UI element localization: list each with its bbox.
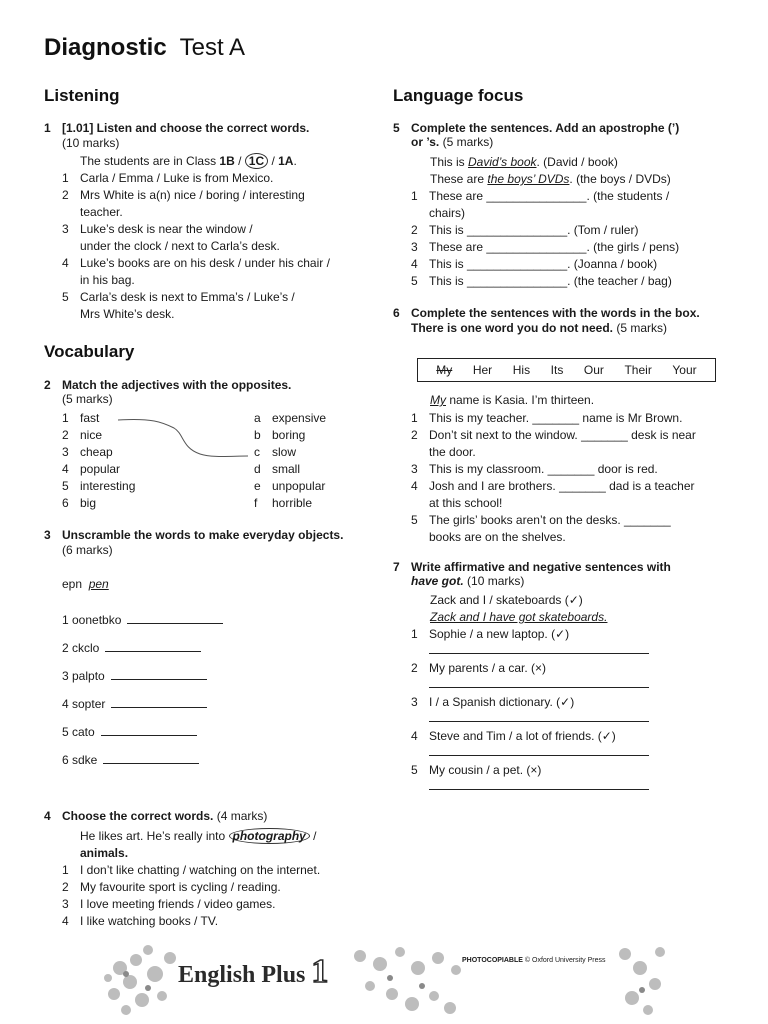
q2-adjective-text: popular bbox=[80, 462, 121, 476]
q3-scrambled-word: 1 oonetbko bbox=[62, 613, 122, 627]
q1-item-text: Mrs White’s desk. bbox=[80, 307, 175, 321]
q2-opposite-number: e bbox=[254, 479, 261, 493]
q1-item bbox=[62, 239, 330, 256]
q7-item-number: 4 bbox=[411, 729, 418, 743]
q1-item-text: Luke’s desk is near the window / bbox=[80, 222, 253, 236]
language-focus-heading: Language focus bbox=[393, 86, 524, 105]
q7-item bbox=[411, 763, 649, 797]
q6-prompt: 6 Complete the sentences with the words in the box. bbox=[393, 306, 700, 320]
q4-items bbox=[62, 863, 320, 931]
q3-item bbox=[62, 640, 223, 668]
title-rest: Test A bbox=[179, 34, 245, 61]
q3-answer-blank[interactable] bbox=[105, 640, 201, 652]
q2-opposite-number: b bbox=[254, 428, 261, 442]
q2-adjective-number: 3 bbox=[62, 445, 69, 459]
q2-adjective bbox=[62, 479, 135, 496]
q2-adjective-number: 4 bbox=[62, 462, 69, 476]
q5-items bbox=[411, 189, 679, 291]
q1-item bbox=[62, 205, 330, 222]
q7-item bbox=[411, 695, 649, 729]
q3-scrambled-word: 4 sopter bbox=[62, 697, 106, 711]
q4-item-number: 2 bbox=[62, 880, 69, 894]
q1-items bbox=[62, 171, 330, 324]
q1-item-text: under the clock / next to Carla’s desk. bbox=[80, 239, 280, 253]
q5-item bbox=[411, 206, 679, 223]
q6-item-text: This is my classroom. _______ door is red. bbox=[429, 462, 658, 476]
q3-answer-blank[interactable] bbox=[127, 612, 223, 624]
q3-item bbox=[62, 752, 223, 780]
q1-item-number: 1 bbox=[62, 171, 69, 185]
q1-item bbox=[62, 222, 330, 239]
q7-answer-line[interactable] bbox=[429, 642, 649, 654]
q7-item bbox=[411, 661, 649, 695]
q4-item-text: I love meeting friends / video games. bbox=[80, 897, 276, 911]
q5-item-text: These are _______________. (the girls / pens) bbox=[429, 240, 680, 254]
q2-adjective-text: nice bbox=[80, 428, 103, 442]
q7-prompt2: have got. (10 marks) bbox=[411, 574, 525, 588]
q1-item-text: Carla’s desk is next to Emma’s / Luke’s / bbox=[80, 290, 295, 304]
q5-item-text: chairs) bbox=[429, 206, 466, 220]
q4-prompt: 4 Choose the correct words. (4 marks) bbox=[44, 809, 268, 823]
q2-adjective-number: 1 bbox=[62, 411, 69, 425]
q6-item-text: Josh and I are brothers. _______ dad is a teacher bbox=[429, 479, 695, 493]
q6-item bbox=[411, 462, 696, 479]
q4-item-text: I don’t like chatting / watching on the internet. bbox=[80, 863, 321, 877]
listening-heading: Listening bbox=[44, 86, 120, 105]
q6-item bbox=[411, 530, 696, 547]
q2-adjective-text: interesting bbox=[80, 479, 136, 493]
q5-item bbox=[411, 223, 679, 240]
q6-item bbox=[411, 496, 696, 513]
q6-box-word: Its bbox=[550, 363, 564, 377]
q4-item-text: I like watching books / TV. bbox=[80, 914, 219, 928]
q7-item-number: 3 bbox=[411, 695, 418, 709]
q4-example-b: animals. bbox=[80, 846, 129, 860]
q1-item-text: Carla / Emma / Luke is from Mexico. bbox=[80, 171, 274, 185]
q5-prompt2: or ’s. (5 marks) bbox=[411, 135, 494, 149]
q7-answer-line[interactable] bbox=[429, 778, 649, 790]
q5-prompt: 5 Complete the sentences. Add an apostrophe (’) bbox=[393, 121, 680, 135]
q5-item-number: 1 bbox=[411, 189, 418, 203]
q7-item-number: 1 bbox=[411, 627, 418, 641]
q6-example: My name is Kasia. I’m thirteen. bbox=[430, 393, 595, 407]
q2-opposite-text: boring bbox=[272, 428, 306, 442]
q5-item-number: 5 bbox=[411, 274, 418, 288]
q2-opposite bbox=[254, 445, 326, 462]
q2-adjective bbox=[62, 496, 135, 513]
q6-item-text: at this school! bbox=[429, 496, 503, 510]
q2-opposite bbox=[254, 428, 326, 445]
q3-item bbox=[62, 612, 223, 640]
q6-item-text: This is my teacher. _______ name is Mr Brown. bbox=[429, 411, 683, 425]
q1-example: The students are in Class 1B / 1C / 1A. bbox=[80, 154, 297, 168]
q2-opposite bbox=[254, 411, 326, 428]
q6-item-number: 5 bbox=[411, 513, 418, 527]
q2-marks: (5 marks) bbox=[62, 392, 113, 406]
q2-opposite bbox=[254, 462, 326, 479]
q3-answer-blank[interactable] bbox=[111, 668, 207, 680]
q2-opposite bbox=[254, 479, 326, 496]
q5-item bbox=[411, 240, 679, 257]
q6-item bbox=[411, 513, 696, 530]
q7-example-answer: Zack and I have got skateboards. bbox=[430, 610, 608, 624]
q5-example-1: This is David’s book. (David / book) bbox=[430, 155, 618, 169]
q1-item-text: Luke’s books are on his desk / under his chair / bbox=[80, 256, 330, 270]
q2-opposite-text: expensive bbox=[272, 411, 327, 425]
q2-adjective-text: big bbox=[80, 496, 97, 510]
q1-item-text: teacher. bbox=[80, 205, 123, 219]
q4-item-text: My favourite sport is cycling / reading. bbox=[80, 880, 281, 894]
q3-marks: (6 marks) bbox=[62, 543, 113, 557]
q7-prompt: 7 Write affirmative and negative sentences with bbox=[393, 560, 671, 574]
page-title bbox=[44, 34, 245, 62]
q1-item-text: in his bag. bbox=[80, 273, 135, 287]
q5-item bbox=[411, 257, 679, 274]
q2-adjective-number: 6 bbox=[62, 496, 69, 510]
footer-brand: English Plus 1 bbox=[178, 953, 329, 990]
q5-item bbox=[411, 274, 679, 291]
q7-answer-line[interactable] bbox=[429, 744, 649, 756]
q6-item-number: 2 bbox=[411, 428, 418, 442]
q5-item-text: This is _______________. (Joanna / book) bbox=[429, 257, 658, 271]
q2-opposite-number: d bbox=[254, 462, 261, 476]
q1-item bbox=[62, 256, 330, 273]
q4-item bbox=[62, 897, 320, 914]
q6-items bbox=[411, 411, 696, 547]
q1-item-number: 2 bbox=[62, 188, 69, 202]
q6-item-number: 3 bbox=[411, 462, 418, 476]
q7-item-number: 5 bbox=[411, 763, 418, 777]
q7-item bbox=[411, 729, 649, 763]
q1-item bbox=[62, 290, 330, 307]
q7-answer-line[interactable] bbox=[429, 710, 649, 722]
q6-item bbox=[411, 445, 696, 462]
q4-item bbox=[62, 863, 320, 880]
q6-item-text: books are on the shelves. bbox=[429, 530, 566, 544]
q4-example: He likes art. He’s really into photography / bbox=[80, 829, 317, 843]
q6-box-word: Their bbox=[624, 363, 652, 377]
q4-item bbox=[62, 880, 320, 897]
q7-item-text: Sophie / a new laptop. (✓) bbox=[429, 627, 570, 641]
q2-adjective-text: fast bbox=[80, 411, 100, 425]
q1-item-text: Mrs White is a(n) nice / boring / interesting bbox=[80, 188, 305, 202]
q2-opposite bbox=[254, 496, 326, 513]
q1-prompt: 1 [1.01] Listen and choose the correct words. bbox=[44, 121, 310, 135]
q5-example-2: These are the boys’ DVDs. (the boys / DVDs) bbox=[430, 172, 671, 186]
q7-items bbox=[411, 627, 649, 797]
q6-item-text: Don’t sit next to the window. _______ desk is near bbox=[429, 428, 696, 442]
q3-item bbox=[62, 724, 223, 752]
q3-scrambled-word: 3 palpto bbox=[62, 669, 105, 683]
q3-scrambled-word: 2 ckclo bbox=[62, 641, 100, 655]
q3-items bbox=[62, 612, 223, 780]
q2-opposite-text: slow bbox=[272, 445, 297, 459]
q4-item-number: 1 bbox=[62, 863, 69, 877]
q1-item-number: 4 bbox=[62, 256, 69, 270]
q6-item bbox=[411, 428, 696, 445]
q3-answer-blank[interactable] bbox=[111, 696, 207, 708]
q7-item-text: My parents / a car. (×) bbox=[429, 661, 547, 675]
q4-item-number: 4 bbox=[62, 914, 69, 928]
q3-answer-blank[interactable] bbox=[103, 752, 199, 764]
q6-item bbox=[411, 411, 696, 428]
title-bold: Diagnostic bbox=[44, 34, 167, 61]
q1-marks: (10 marks) bbox=[62, 136, 120, 150]
q1-item bbox=[62, 273, 330, 290]
q1-item-number: 3 bbox=[62, 222, 69, 236]
q1-item-number: 5 bbox=[62, 290, 69, 304]
q2-right-list bbox=[254, 411, 326, 513]
q6-box-word: Your bbox=[672, 363, 697, 377]
q4-item-number: 3 bbox=[62, 897, 69, 911]
q1-item bbox=[62, 188, 330, 205]
q2-adjective-number: 5 bbox=[62, 479, 69, 493]
q2-adjective-number: 2 bbox=[62, 428, 69, 442]
q3-item bbox=[62, 696, 223, 724]
q7-item-text: My cousin / a pet. (×) bbox=[429, 763, 542, 777]
q7-example-prompt: Zack and I / skateboards (✓) bbox=[430, 593, 583, 607]
q3-scrambled-word: 5 cato bbox=[62, 725, 95, 739]
q6-box-word: His bbox=[512, 363, 531, 377]
q5-item-text: These are _______________. (the students / bbox=[429, 189, 670, 203]
q5-item-text: This is _______________. (Tom / ruler) bbox=[429, 223, 639, 237]
q2-opposite-number: a bbox=[254, 411, 261, 425]
q6-box-word: Our bbox=[583, 363, 604, 377]
q2-opposite-number: c bbox=[254, 445, 260, 459]
q4-item bbox=[62, 914, 320, 931]
vocabulary-heading: Vocabulary bbox=[44, 342, 135, 361]
q2-opposite-number: f bbox=[254, 496, 258, 510]
q1-item bbox=[62, 171, 330, 188]
q2-example-match-line bbox=[112, 414, 252, 462]
q5-item bbox=[411, 189, 679, 206]
q2-adjective-text: cheap bbox=[80, 445, 113, 459]
q3-item bbox=[62, 668, 223, 696]
q5-item-text: This is _______________. (the teacher / bag) bbox=[429, 274, 672, 288]
q5-item-number: 2 bbox=[411, 223, 418, 237]
footer-copyright: PHOTOCOPIABLE © Oxford University Press bbox=[462, 957, 606, 964]
q6-prompt2: There is one word you do not need. (5 marks) bbox=[411, 321, 668, 335]
q6-item bbox=[411, 479, 696, 496]
q6-item-number: 1 bbox=[411, 411, 418, 425]
q2-opposite-text: small bbox=[272, 462, 301, 476]
q7-item-text: Steve and Tim / a lot of friends. (✓) bbox=[429, 729, 616, 743]
q2-prompt: 2 Match the adjectives with the opposites. bbox=[44, 378, 292, 392]
q3-answer-blank[interactable] bbox=[101, 724, 197, 736]
q7-item bbox=[411, 627, 649, 661]
q3-prompt: 3 Unscramble the words to make everyday objects. bbox=[44, 528, 344, 542]
q6-word-box bbox=[417, 358, 716, 382]
q7-answer-line[interactable] bbox=[429, 676, 649, 688]
q6-item-number: 4 bbox=[411, 479, 418, 493]
q6-item-text: the door. bbox=[429, 445, 476, 459]
q1-item bbox=[62, 307, 330, 324]
q2-opposite-text: unpopular bbox=[272, 479, 326, 493]
q7-item-number: 2 bbox=[411, 661, 418, 675]
q5-item-number: 4 bbox=[411, 257, 418, 271]
q6-item-text: The girls’ books aren’t on the desks. _______ bbox=[429, 513, 671, 527]
q6-box-word: My bbox=[436, 363, 453, 377]
q3-scrambled-word: 6 sdke bbox=[62, 753, 98, 767]
q3-example: epn pen bbox=[62, 577, 109, 591]
q6-box-word: Her bbox=[472, 363, 493, 377]
q2-opposite-text: horrible bbox=[272, 496, 313, 510]
q2-adjective bbox=[62, 462, 135, 479]
q5-item-number: 3 bbox=[411, 240, 418, 254]
q7-item-text: I / a Spanish dictionary. (✓) bbox=[429, 695, 575, 709]
